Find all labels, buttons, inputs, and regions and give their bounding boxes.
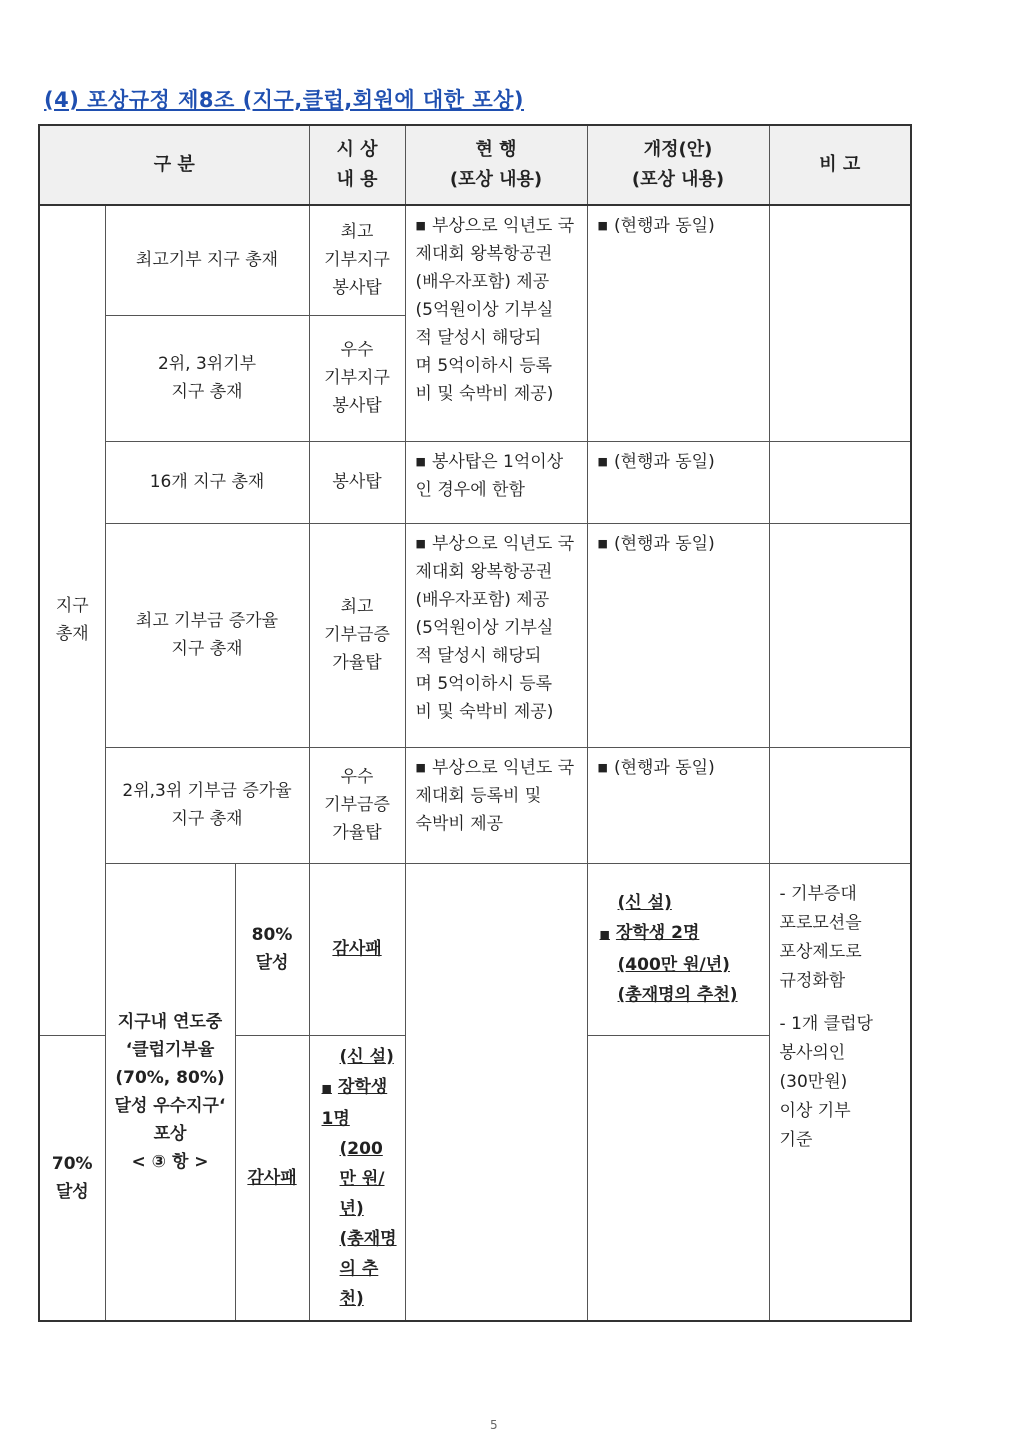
row-revised: [587, 205, 769, 441]
row-award: 최고 기부금증 가율탑: [309, 523, 405, 747]
club-rate-category: 지구내 연도중 ‘클럽기부율 (70%, 80%) 달성 우수지구‘ 포상 < ③ 항 >: [105, 863, 235, 1321]
bullet-icon: ■: [597, 219, 608, 232]
club-rate-note: [769, 863, 911, 1321]
page-number: 5: [490, 1418, 498, 1432]
current-text: 부상으로 익년도 국 제대회 왕복항공권 (배우자포함) 제공 (5억원이상 기부실 적 달성시 해당되 며 5억이하시 등록 비 및 숙박비 제공): [415, 216, 575, 404]
bullet-icon: ■: [415, 219, 426, 232]
row-revised: [587, 523, 769, 747]
bullet-icon: ■: [415, 536, 426, 550]
table-row: [39, 863, 911, 1035]
row-award: 최고 기부지구 봉사탑: [309, 205, 405, 315]
tier-revised: [309, 1035, 405, 1321]
new-item: ■ 장학생 1명: [321, 1076, 388, 1129]
header-award: 시 상 내 용: [309, 125, 405, 205]
new-item: ■ 장학생 2명: [599, 923, 700, 943]
bullet-icon: ■: [415, 454, 426, 468]
row-award: 우수 기부금증 가율탑: [309, 747, 405, 863]
row-note: [769, 523, 911, 747]
bullet-icon: ■: [597, 454, 608, 468]
tier-level: 70% 달성: [39, 1035, 105, 1321]
row-current: [405, 747, 587, 863]
row-current: [405, 205, 587, 441]
header-category: 구 분: [39, 125, 309, 205]
header-note: 비 고: [769, 125, 911, 205]
note-item: - 1개 클럽당 봉사의인 (30만원) 이상 기부 기준: [779, 1013, 873, 1150]
section-heading: (4) 포상규정 제8조 (지구,클럽,회원에 대한 포상): [44, 88, 524, 112]
new-label: (신 설): [617, 893, 672, 913]
row-note: [769, 747, 911, 863]
row-category: 16개 지구 총재: [105, 441, 309, 523]
new-label: (신 설): [339, 1046, 394, 1067]
row-note: [769, 205, 911, 441]
row-category: 2위, 3위기부 지구 총재: [105, 315, 309, 441]
header-row: [39, 125, 911, 205]
bullet-icon: ■: [321, 1081, 332, 1095]
row-current: [405, 523, 587, 747]
tier-revised: [587, 863, 769, 1035]
row-award: 우수 기부지구 봉사탑: [309, 315, 405, 441]
header-revised: 개정(안) (포상 내용): [587, 125, 769, 205]
header-current: 현 행 (포상 내용): [405, 125, 587, 205]
tier-current: [405, 863, 587, 1321]
new-detail: (400만 원/년) (총재명의 추천): [617, 955, 738, 1005]
note-item: - 기부증대 포로모션을 포상제도로 규정화함: [779, 883, 862, 991]
revised-text: (현행과 동일): [613, 451, 715, 472]
row-category: 최고 기부금 증가율 지구 총재: [105, 523, 309, 747]
group-label: 지구 총재: [39, 205, 105, 1035]
revised-text: (현행과 동일): [613, 757, 715, 778]
table-row: [39, 205, 911, 315]
row-category: 최고기부 지구 총재: [105, 205, 309, 315]
row-revised: [587, 441, 769, 523]
row-current: [405, 441, 587, 523]
revised-text: (현행과 동일): [613, 216, 715, 236]
new-detail: (200만 원/년) (총재명의 추천): [339, 1138, 397, 1309]
tier-level: 80% 달성: [235, 863, 309, 1035]
bullet-icon: ■: [415, 760, 426, 774]
row-category: 2위,3위 기부금 증가율 지구 총재: [105, 747, 309, 863]
bullet-icon: ■: [597, 760, 608, 774]
table-row: [39, 441, 911, 523]
revised-text: (현행과 동일): [613, 533, 715, 554]
bullet-icon: ■: [599, 928, 610, 941]
table-row: [39, 523, 911, 747]
tier-award: 감사패: [309, 863, 405, 1035]
current-text: 부상으로 익년도 국 제대회 왕복항공권 (배우자포함) 제공 (5억원이상 기부실 적 달성시 해당되 며 5억이하시 등록 비 및 숙박비 제공): [415, 533, 575, 722]
current-text: 부상으로 익년도 국 제대회 등록비 및 숙박비 제공: [415, 757, 575, 834]
bullet-icon: ■: [597, 536, 608, 550]
award-regulation-table: [38, 124, 912, 1322]
row-revised: [587, 747, 769, 863]
row-award: 봉사탑: [309, 441, 405, 523]
row-note: [769, 441, 911, 523]
table-row: [39, 747, 911, 863]
current-text: 봉사탑은 1억이상 인 경우에 한함: [415, 451, 564, 500]
tier-award: 감사패: [235, 1035, 309, 1321]
